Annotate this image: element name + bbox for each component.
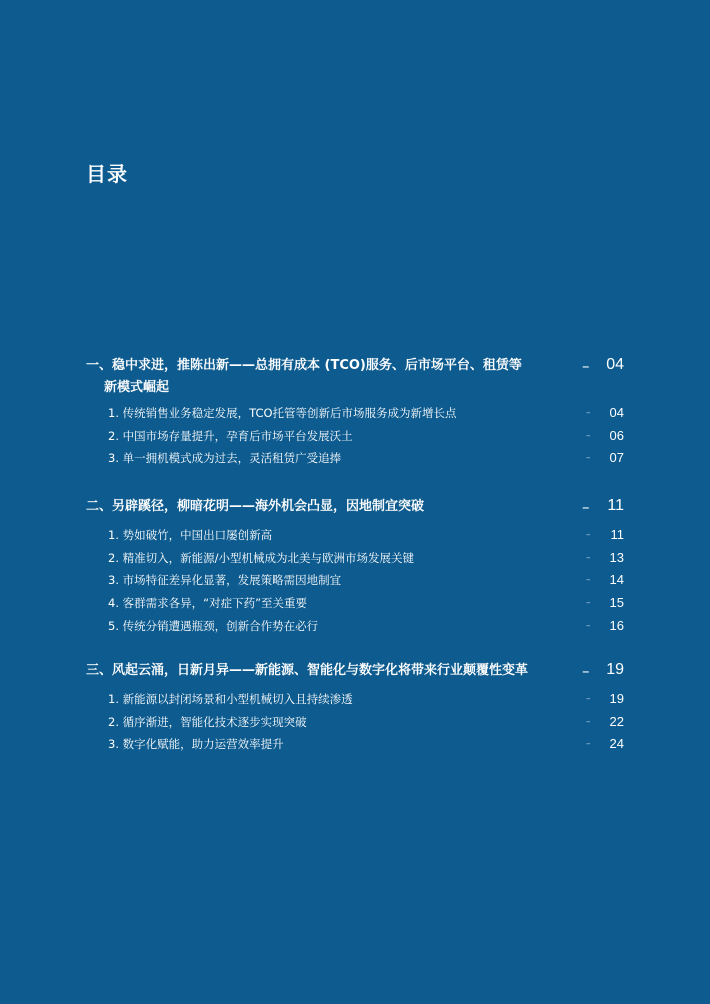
toc-item-dash: – (586, 430, 591, 441)
toc-section-3[interactable] (86, 660, 626, 756)
toc-item[interactable] (86, 733, 626, 756)
toc-item-dash: – (586, 530, 591, 540)
toc-section-2[interactable] (86, 496, 626, 637)
toc-item-page: 14 (609, 572, 624, 588)
toc-item-dash: – (586, 575, 591, 586)
toc-item[interactable] (86, 402, 626, 425)
toc-item-dash: – (586, 694, 591, 704)
section-2-page: 11 (607, 497, 624, 514)
toc-item-page: 22 (609, 713, 624, 729)
section-3-title: 三、风起云涌，日新月异——新能源、智能化与数字化将带来行业颠覆性变革 (86, 663, 529, 678)
toc-item-page: 11 (610, 527, 624, 542)
toc-item-label: 3. 数字化赋能，助力运营效率提升 (108, 737, 284, 752)
section-3-heading[interactable] (86, 660, 626, 682)
toc-item[interactable] (86, 711, 626, 734)
toc-item-page: 19 (609, 691, 624, 706)
toc-item-dash: – (586, 716, 591, 727)
toc-item-page: 24 (609, 736, 624, 752)
section-2-heading[interactable] (86, 496, 626, 518)
section-3-items (86, 688, 626, 756)
section-3-page: 19 (606, 661, 624, 678)
toc-item-label: 2. 循序渐进，智能化技术逐步实现突破 (108, 714, 307, 729)
toc-item[interactable] (86, 592, 626, 615)
toc-item-dash: – (586, 598, 591, 609)
section-2-title: 二、另辟蹊径，柳暗花明——海外机会凸显，因地制宜突破 (86, 499, 425, 514)
toc-item-dash: – (586, 408, 591, 418)
toc-item-dash: – (586, 552, 591, 563)
toc-item-label: 3. 单一拥机模式成为过去，灵活租赁广受追捧 (108, 451, 342, 466)
toc-item-dash: – (586, 453, 591, 464)
toc-item-label: 1. 势如破竹，中国出口屡创新高 (108, 528, 273, 542)
toc-item-page: 04 (609, 405, 624, 420)
toc-title: 目录 (86, 162, 128, 186)
toc-item-page: 06 (609, 427, 624, 443)
toc-item-page: 13 (609, 549, 624, 565)
section-1-dash: – (582, 357, 590, 375)
toc-item-label: 5. 传统分销遭遇瓶颈，创新合作势在必行 (108, 618, 319, 633)
toc-section-1[interactable] (86, 355, 626, 470)
section-2-dash: – (582, 498, 590, 516)
toc-item[interactable] (86, 524, 626, 547)
section-1-title: 一、稳中求进，推陈出新——总拥有成本 (TCO)服务、后市场平台、租赁等 (86, 358, 522, 373)
section-1-title-line2: 新模式崛起 (104, 380, 170, 395)
toc-item[interactable] (86, 569, 626, 592)
toc-item-page: 15 (609, 595, 624, 611)
section-1-page: 04 (606, 356, 624, 373)
section-1-items (86, 402, 626, 470)
toc-item-label: 1. 传统销售业务稳定发展，TCO托管等创新后市场服务成为新增长点 (108, 406, 457, 420)
section-1-heading[interactable] (86, 355, 626, 377)
toc-item-label: 1. 新能源以封闭场景和小型机械切入且持续渗透 (108, 692, 353, 706)
toc-item-label: 2. 中国市场存量提升，孕育后市场平台发展沃土 (108, 428, 353, 443)
toc-item-label: 3. 市场特征差异化显著，发展策略需因地制宜 (108, 573, 342, 588)
toc-item[interactable] (86, 615, 626, 638)
toc-item-dash: – (586, 739, 591, 750)
toc-item-page: 16 (609, 617, 624, 633)
toc-item[interactable] (86, 447, 626, 470)
toc-item[interactable] (86, 688, 626, 711)
toc-item-label: 4. 客群需求各异，“对症下药”至关重要 (108, 596, 308, 611)
section-3-dash: – (582, 662, 590, 680)
section-2-items (86, 524, 626, 637)
toc-item[interactable] (86, 425, 626, 448)
toc-item-label: 2. 精准切入，新能源/小型机械成为北美与欧洲市场发展关键 (108, 550, 414, 565)
toc-item-page: 07 (609, 450, 624, 466)
toc-item-dash: – (586, 620, 591, 631)
toc-item[interactable] (86, 547, 626, 570)
